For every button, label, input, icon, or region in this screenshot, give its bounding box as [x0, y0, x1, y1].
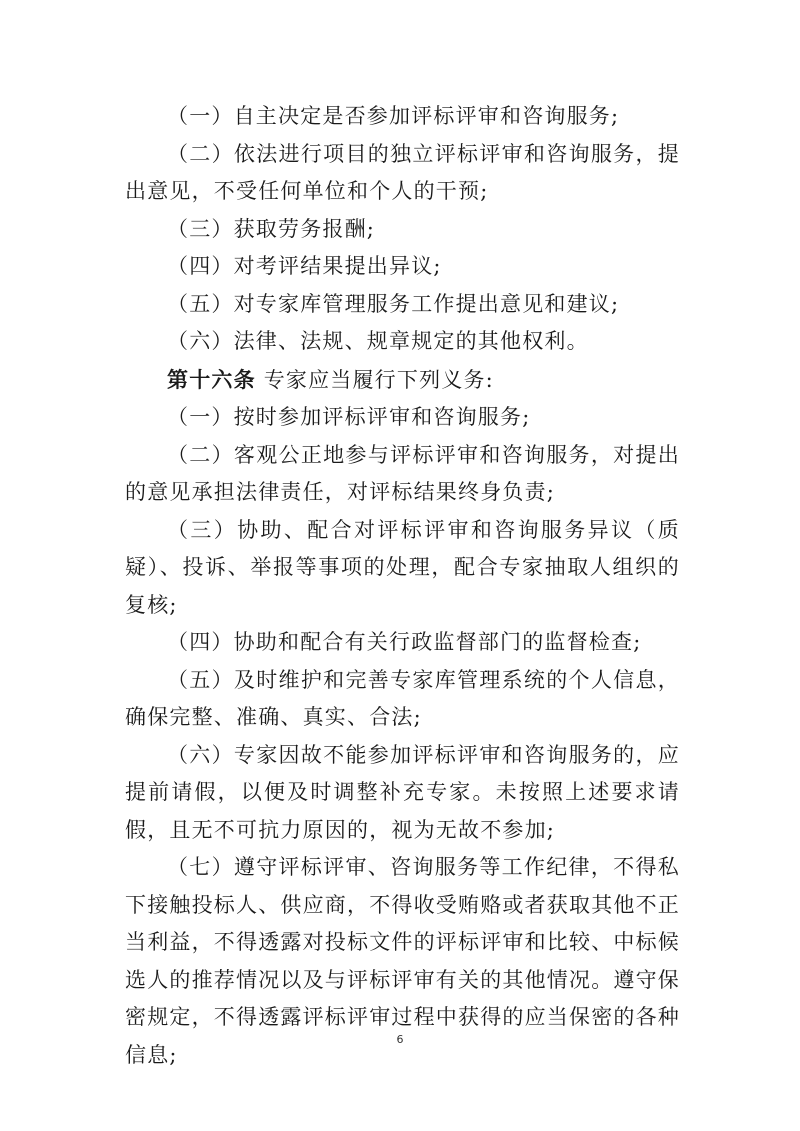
article-16-heading: 第十六条: [167, 366, 256, 392]
rights-item-6: （六）法律、法规、规章规定的其他权利。: [167, 329, 589, 353]
page-number: 6: [396, 1033, 404, 1046]
rights-item-1: （一）自主决定是否参加评标评审和咨询服务;: [167, 104, 620, 128]
rights-item-4: （四）对考评结果提出异议;: [167, 254, 442, 278]
article-16: [125, 361, 680, 400]
duty-item-5: （五）及时维护和完善专家库管理系统的个人信息，确保完整、准确、真实、合法;: [125, 667, 680, 729]
duty-item-7: （七）遵守评标评审、咨询服务等工作纪律，不得私下接触投标人、供应商，不得收受贿赂或者获取其他不正当利益，不得透露对投标文件的评标评审和比较、中标候选人的推荐情况以及与评标评审有关的其他情况。遵守保密规定，不得透露评标评审过程中获得的应当保密的各种信息;: [125, 855, 680, 1067]
duty-item-1: （一）按时参加评标评审和咨询服务;: [167, 405, 531, 429]
duty-item-4: （四）协助和配合有关行政监督部门的监督检查;: [167, 630, 642, 654]
rights-item-3: （三）获取劳务报酬;: [167, 216, 376, 241]
duty-item-6: （六）专家因故不能参加评标评审和咨询服务的，应提前请假，以便及时调整补充专家。未按照上述要求请假，且无不可抗力原因的，视为无故不参加;: [125, 742, 680, 842]
duty-item-3: （三）协助、配合对评标评审和咨询服务异议（质疑）、投诉、举报等事项的处理，配合专家抽取人组织的复核;: [125, 517, 680, 617]
rights-item-5: （五）对专家库管理服务工作提出意见和建议;: [167, 291, 620, 316]
document-body: [125, 98, 680, 1074]
article-16-text: 专家应当履行下列义务:: [255, 367, 494, 392]
rights-item-2: （二）依法进行项目的独立评标评审和咨询服务，提出意见，不受任何单位和个人的干预;: [125, 141, 680, 203]
duty-item-2: （二）客观公正地参与评标评审和咨询服务，对提出的意见承担法律责任，对评标结果终身负责;: [125, 442, 680, 504]
